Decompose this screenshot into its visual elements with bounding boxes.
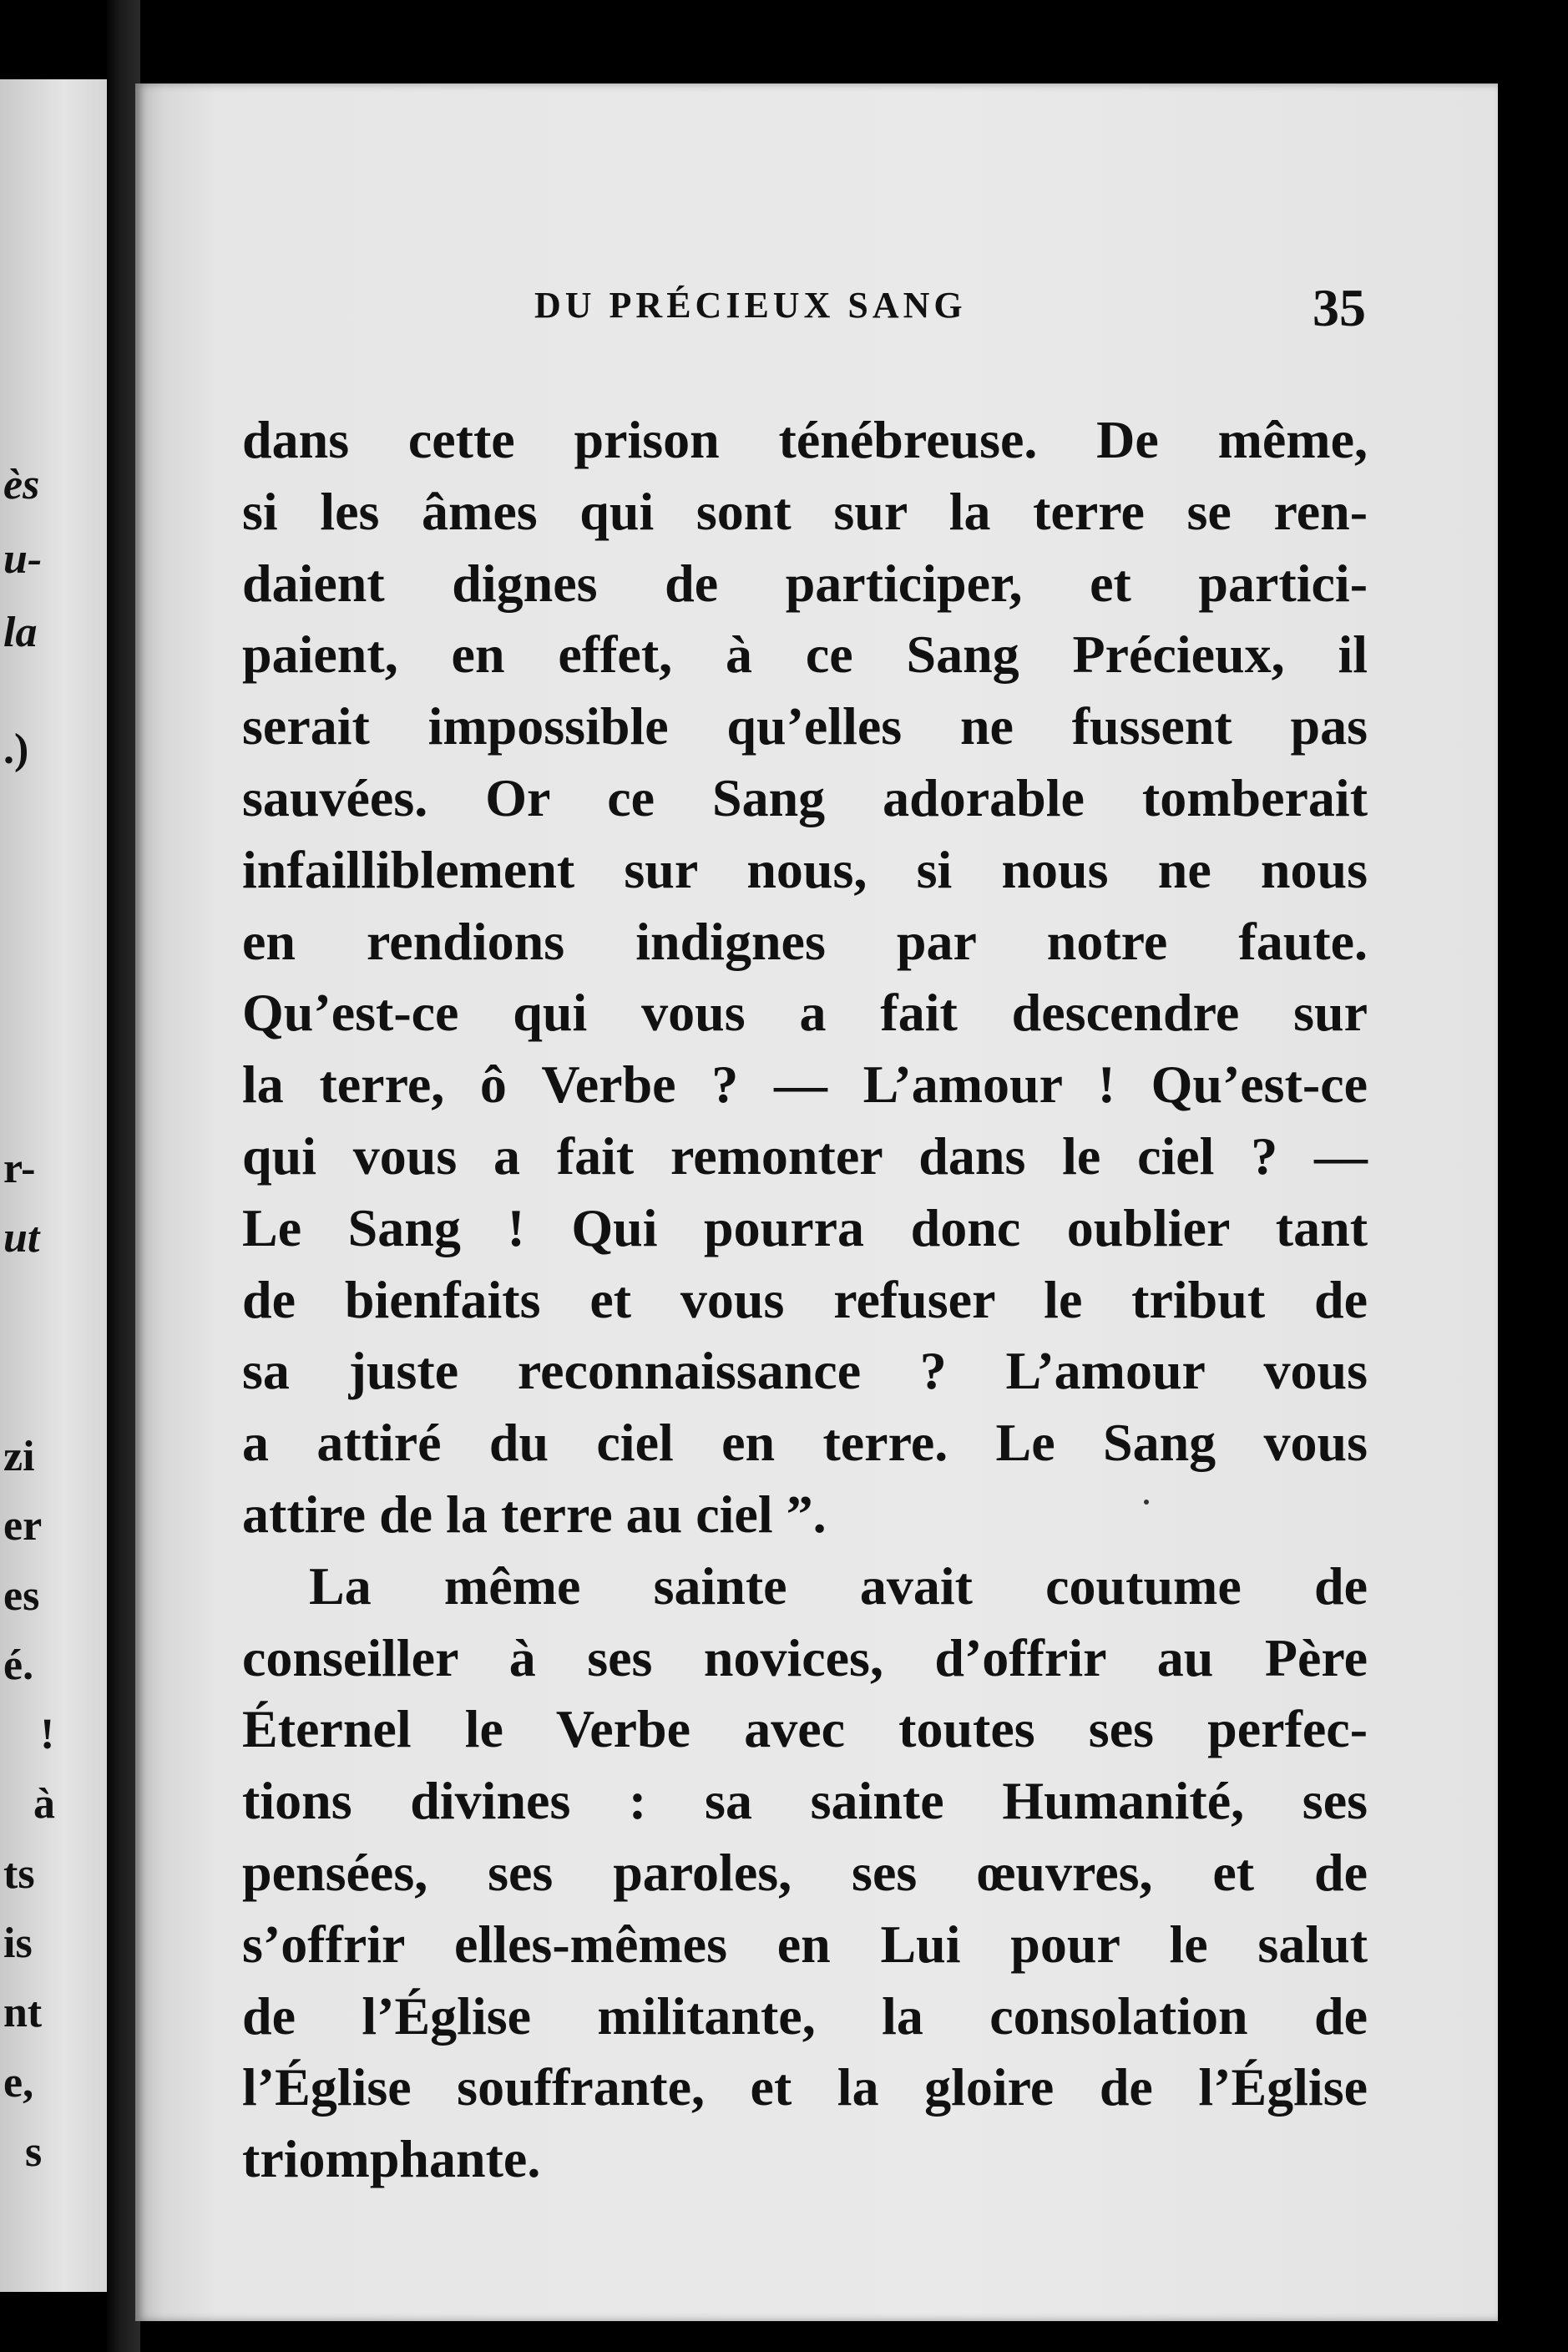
left-fragment: is: [3, 1920, 33, 1967]
text-line: conseiller à ses novices, d’offrir au Père: [242, 1627, 1368, 1687]
text-line: sauvées. Or ce Sang adorable tomberait: [242, 767, 1368, 827]
left-fragment: ts: [3, 1850, 35, 1898]
running-head-title: DU PRÉCIEUX SANG: [534, 285, 967, 326]
left-fragment: r-: [3, 1145, 36, 1192]
left-fragment: u-: [3, 535, 43, 583]
text-line: Le Sang ! Qui pourra donc oublier tant: [242, 1197, 1368, 1257]
text-line: de l’Église militante, la consolation de: [242, 1985, 1368, 2046]
text-line: tions divines : sa sainte Humanité, ses: [242, 1771, 1368, 1831]
text-line: paient, en effet, à ce Sang Précieux, il: [242, 625, 1368, 685]
left-fragment: !: [40, 1711, 55, 1758]
text-line: daient dignes de participer, et partici-: [242, 553, 1368, 613]
left-fragment: er: [3, 1502, 43, 1550]
text-line: pensées, ses paroles, ses œuvres, et de: [242, 1842, 1368, 1902]
body-text: [242, 404, 1368, 2195]
print-speck: [1144, 1500, 1149, 1505]
left-fragment: ut: [3, 1214, 40, 1262]
book-page: [135, 83, 1498, 2321]
left-fragment: ès: [3, 461, 40, 508]
left-fragment: é.: [3, 1641, 34, 1689]
left-fragment: s: [25, 2128, 43, 2176]
paragraph-start-line: La même sainte avait coutume de: [309, 1555, 1368, 1616]
left-fragment: .): [3, 726, 29, 773]
text-line: si les âmes qui sont sur la terre se ren-: [242, 481, 1368, 541]
left-fragment: nt: [3, 1989, 43, 2036]
text-line: dans cette prison ténébreuse. De même,: [242, 410, 1368, 469]
left-fragment: la: [3, 609, 38, 656]
running-head: [135, 277, 1498, 336]
text-line: l’Église souffrante, et la gloire de l’Église: [242, 2057, 1368, 2117]
text-line: qui vous a fait remonter dans le ciel ? —: [242, 1125, 1368, 1186]
text-line: Éternel le Verbe avec toutes ses perfec-: [242, 1699, 1368, 1759]
text-line: s’offrir elles-mêmes en Lui pour le salut: [242, 1914, 1368, 1974]
text-line: serait impossible qu’elles ne fussent pas: [242, 696, 1368, 756]
left-fragment: à: [33, 1780, 55, 1828]
left-page-edge: [0, 79, 107, 2292]
left-fragment: es: [3, 1572, 40, 1620]
text-line: infailliblement sur nous, si nous ne nous: [242, 839, 1368, 899]
text-line: en rendions indignes par notre faute.: [242, 911, 1368, 971]
text-line: triomphante.: [242, 2129, 541, 2189]
left-fragment: e,: [3, 2059, 34, 2107]
left-fragment: zi: [3, 1433, 35, 1480]
text-line: sa juste reconnaissance ? L’amour vous: [242, 1341, 1368, 1401]
text-line: a attiré du ciel en terre. Le Sang vous: [242, 1413, 1368, 1473]
text-line: la terre, ô Verbe ? — L’amour ! Qu’est-ce: [242, 1055, 1368, 1115]
text-line: de bienfaits et vous refuser le tribut de: [242, 1269, 1368, 1329]
page-number: 35: [1313, 278, 1366, 337]
text-line: attire de la terre au ciel ”.: [242, 1484, 827, 1544]
text-line: Qu’est-ce qui vous a fait descendre sur: [242, 983, 1368, 1043]
